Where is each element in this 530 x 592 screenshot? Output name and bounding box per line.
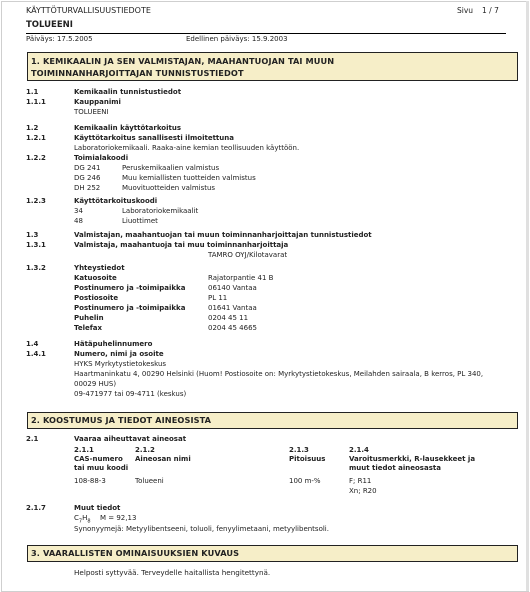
num-1-2: 1.2: [26, 124, 39, 132]
hazard-mark: F; R11: [349, 477, 372, 485]
formula-element: H: [82, 514, 88, 522]
hazard-description: Helposti syttyvää. Terveydelle haitallista hengitettynä.: [74, 568, 271, 577]
contact-value: PL 11: [208, 294, 228, 302]
use-code: 48: [74, 217, 83, 225]
column-header: CAS-numero: [74, 455, 123, 463]
date: Päiväys: 17.5.2005: [26, 35, 93, 43]
heading-use: Kemikaalin käyttötarkoitus: [74, 124, 181, 132]
heading-other-info: Muut tiedot: [74, 504, 121, 512]
heading-manufacturer: Valmistaja, maahantuoja tai muu toiminnanharjoittaja: [74, 241, 289, 249]
column-header: muut tiedot aineosasta: [349, 464, 441, 472]
num-1-4: 1.4: [26, 340, 39, 348]
component-name: Tolueeni: [135, 477, 164, 485]
contact-value: 0204 45 11: [208, 314, 249, 322]
column-header: Aineosan nimi: [135, 455, 191, 463]
industry-code: DH 252: [74, 184, 101, 192]
contact-value: 06140 Vantaa: [208, 284, 257, 292]
page-label: Sivu: [457, 6, 474, 15]
industry-text: Muovituotteiden valmistus: [122, 184, 216, 192]
num-1-2-2: 1.2.2: [26, 154, 46, 162]
emergency-line: 00029 HUS): [74, 380, 117, 388]
column-header: tai muu koodi: [74, 464, 129, 472]
heading-manufacturer-id: Valmistajan, maahantuojan tai muun toiminnanharjoittajan tunnistustiedot: [74, 231, 372, 239]
synonyms: Synonyymejä: Metyylibentseeni, toluoli, fenyylimetaani, metyylibentsoli.: [74, 525, 329, 533]
doc-type: KÄYTTÖTURVALLISUUSTIEDOTE: [26, 6, 151, 15]
industry-text: Muu kemiallisten tuotteiden valmistus: [122, 174, 256, 182]
use-text-value: Laboratoriokemikaali. Raaka-aine kemian teollisuuden käyttöön.: [74, 144, 300, 152]
contact-label: Postinumero ja -toimipaikka: [74, 284, 186, 292]
num-1-4-1: 1.4.1: [26, 350, 46, 358]
formula-subscript: 7: [78, 518, 83, 525]
num-1-3-1: 1.3.1: [26, 241, 46, 249]
emergency-line: Haartmaninkatu 4, 00290 Helsinki (Huom! Postiosoite on: Myrkytystietokeskus, Meilahden sairaala, B kerros, PL 340,: [74, 370, 484, 378]
contact-value: 0204 45 4665: [208, 324, 257, 332]
column-number: 2.1.1: [74, 446, 94, 454]
header-divider: [26, 33, 506, 34]
scrollbar-track[interactable]: [526, 1, 529, 591]
formula: [74, 514, 91, 524]
column-number: 2.1.2: [135, 446, 155, 454]
use-code-text: Liuottimet: [122, 217, 158, 225]
heading-hazardous-components: Vaaraa aiheuttavat aineosat: [74, 435, 187, 443]
contact-label: Telefax: [74, 324, 103, 332]
industry-text: Peruskemikaalien valmistus: [122, 164, 220, 172]
section-1-title-line1: 1. KEMIKAALIN JA SEN VALMISTAJAN, MAAHANTUOJAN TAI MUUN: [31, 56, 335, 66]
section-1-title-line2: TOIMINNANHARJOITTAJAN TUNNISTUSTIEDOT: [31, 68, 244, 78]
cas-number: 108-88-3: [74, 477, 106, 485]
heading-use-text: Käyttötarkoitus sanallisesti ilmoitettuna: [74, 134, 234, 142]
section-3-title: 3. VAARALLISTEN OMINAISUUKSIEN KUVAUS: [31, 548, 240, 558]
contact-label: Postinumero ja -toimipaikka: [74, 304, 186, 312]
column-number: 2.1.3: [289, 446, 309, 454]
formula-element: C: [74, 514, 79, 522]
use-code: 34: [74, 207, 83, 215]
industry-code: DG 246: [74, 174, 101, 182]
heading-contact: Yhteystiedot: [74, 264, 125, 272]
section-3-heading: [27, 545, 518, 562]
industry-code: DG 241: [74, 164, 101, 172]
molar-mass: M = 92,13: [100, 514, 137, 522]
heading-industry-code: Toimialakoodi: [74, 154, 129, 162]
emergency-line: HYKS Myrkytystietokeskus: [74, 360, 167, 368]
section-2-title: 2. KOOSTUMUS JA TIEDOT AINEOSISTA: [31, 415, 212, 425]
section-2-heading: [27, 412, 518, 429]
column-header: Varoitusmerkki, R-lausekkeet ja: [349, 455, 476, 463]
contact-label: Katuosoite: [74, 274, 117, 282]
num-2-1-7: 2.1.7: [26, 504, 46, 512]
concentration: 100 m-%: [289, 477, 321, 485]
trade-name-value: TOLUEENI: [74, 108, 109, 116]
use-code-text: Laboratoriokemikaalit: [122, 207, 199, 215]
heading-trade-name: Kauppanimi: [74, 98, 121, 106]
num-1-2-1: 1.2.1: [26, 134, 46, 142]
heading-emergency: Hätäpuhelinnumero: [74, 340, 153, 348]
num-1-3: 1.3: [26, 231, 39, 239]
num-1-1-1: 1.1.1: [26, 98, 46, 106]
num-1-2-3: 1.2.3: [26, 197, 46, 205]
emergency-line: 09-471977 tai 09-4711 (keskus): [74, 390, 187, 398]
contact-label: Puhelin: [74, 314, 104, 322]
heading-identification: Kemikaalin tunnistustiedot: [74, 88, 182, 96]
heading-emergency-details: Numero, nimi ja osoite: [74, 350, 164, 358]
num-1-1: 1.1: [26, 88, 39, 96]
column-number: 2.1.4: [349, 446, 369, 454]
manufacturer-value: TAMRO OYJ/Kilotavarat: [208, 251, 288, 259]
num-1-3-2: 1.3.2: [26, 264, 46, 272]
heading-use-code: Käyttötarkoituskoodi: [74, 197, 158, 205]
formula-subscript: 8: [87, 518, 91, 525]
contact-value: Rajatorpantie 41 B: [208, 274, 274, 282]
num-2-1: 2.1: [26, 435, 39, 443]
column-header: Pitoisuus: [289, 455, 326, 463]
previous-date: Edellinen päiväys: 15.9.2003: [186, 35, 288, 43]
page-number: 1 / 7: [482, 6, 499, 15]
hazard-mark: Xn; R20: [349, 487, 377, 495]
section-1-heading: [27, 52, 518, 81]
contact-value: 01641 Vantaa: [208, 304, 257, 312]
product-name: TOLUEENI: [26, 20, 73, 30]
contact-label: Postiosoite: [74, 294, 119, 302]
